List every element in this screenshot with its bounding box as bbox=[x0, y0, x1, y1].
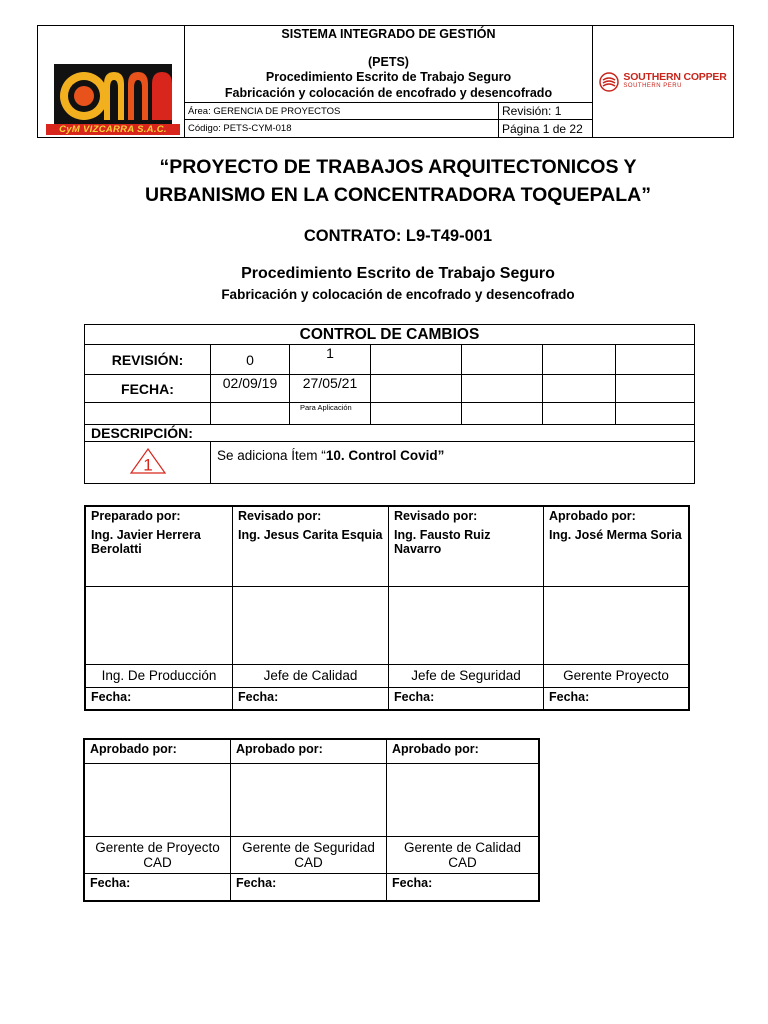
description-text bbox=[211, 442, 695, 484]
revision-field: Revisión: 1 bbox=[502, 104, 562, 118]
signer-name: Ing. Javier Herrera Berolatti bbox=[91, 528, 201, 556]
signature-area bbox=[84, 763, 231, 836]
document-header bbox=[37, 25, 734, 138]
signer-role: Gerente de Proyecto CAD bbox=[84, 836, 231, 873]
signature-header: Aprobado por: bbox=[231, 739, 387, 763]
date-label: FECHA: bbox=[85, 375, 211, 403]
signature-header: Revisado por: bbox=[394, 509, 478, 523]
revision-label: REVISIÓN: bbox=[85, 345, 211, 375]
client-logo-sub: SOUTHERN PERU bbox=[623, 82, 682, 89]
company-logo bbox=[38, 26, 185, 138]
signature-header: Revisado por: bbox=[238, 509, 322, 523]
signature-header: Preparado por: bbox=[91, 509, 181, 523]
project-title bbox=[60, 153, 736, 209]
signature-column bbox=[233, 506, 389, 586]
warning-triangle-icon bbox=[130, 448, 166, 474]
date-cell bbox=[543, 375, 616, 403]
header-row-code bbox=[185, 120, 593, 138]
signer-role: Jefe de Seguridad bbox=[389, 664, 544, 687]
header-row-area bbox=[185, 103, 593, 120]
client-logo-name: SOUTHERN COPPER bbox=[623, 70, 727, 83]
client-logo bbox=[593, 26, 734, 138]
southern-copper-icon bbox=[599, 72, 619, 92]
signer-name: Ing. Fausto Ruiz Navarro bbox=[394, 528, 491, 556]
date-cell bbox=[616, 375, 695, 403]
signer-role: Gerente de Calidad CAD bbox=[387, 836, 540, 873]
note-cell bbox=[543, 403, 616, 425]
contract-number: CONTRATO: L9-T49-001 bbox=[303, 227, 493, 245]
signer-name: Ing. Jesus Carita Esquia bbox=[238, 528, 383, 542]
date-cell bbox=[462, 375, 543, 403]
signature-date-label: Fecha: bbox=[544, 687, 690, 710]
page-field: Página 1 de 22 bbox=[502, 121, 583, 136]
signature-date-label: Fecha: bbox=[85, 687, 233, 710]
signature-area bbox=[544, 586, 690, 664]
company-name: CyM VIZCARRA S.A.C. bbox=[46, 124, 180, 135]
date-cell: 27/05/21 bbox=[290, 375, 371, 403]
signature-date-label: Fecha: bbox=[84, 873, 231, 901]
note-cell bbox=[211, 403, 290, 425]
change-control-table bbox=[84, 324, 695, 484]
system-title: SISTEMA INTEGRADO DE GESTIÓN bbox=[281, 27, 496, 41]
note-label-cell bbox=[85, 403, 211, 425]
signer-role: Jefe de Calidad bbox=[233, 664, 389, 687]
procedure-title: Procedimiento Escrito de Trabajo Seguro bbox=[241, 265, 555, 282]
signer-name: Ing. José Merma Soria bbox=[549, 528, 682, 542]
revision-cell: 0 bbox=[211, 345, 290, 375]
code-field: Código: PETS-CYM-018 bbox=[185, 120, 499, 137]
revision-cell bbox=[616, 345, 695, 375]
cym-logo-icon bbox=[54, 64, 172, 124]
signature-date-label: Fecha: bbox=[231, 873, 387, 901]
procedure-subject: Fabricación y colocación de encofrado y desencofrado bbox=[221, 287, 575, 302]
project-title-line2: URBANISMO EN LA CONCENTRADORA TOQUEPALA” bbox=[145, 184, 651, 206]
signature-date-label: Fecha: bbox=[387, 873, 540, 901]
description-marker: 1 bbox=[142, 455, 153, 474]
signature-area bbox=[231, 763, 387, 836]
pets-short: (PETS) bbox=[368, 54, 409, 69]
signature-column bbox=[389, 506, 544, 586]
description-text-bold: 10. Control Covid” bbox=[325, 448, 445, 463]
revision-cell bbox=[462, 345, 543, 375]
signature-header: Aprobado por: bbox=[549, 509, 636, 523]
signature-area bbox=[85, 586, 233, 664]
signature-area bbox=[389, 586, 544, 664]
note-cell bbox=[462, 403, 543, 425]
project-title-line1: “PROYECTO DE TRABAJOS ARQUITECTONICOS Y bbox=[159, 156, 637, 178]
signer-role: Ing. De Producción bbox=[85, 664, 233, 687]
area-field: Área: GERENCIA DE PROYECTOS bbox=[185, 103, 499, 119]
date-cell: 02/09/19 bbox=[211, 375, 290, 403]
signature-column bbox=[544, 506, 690, 586]
note-cell: Para Aplicación bbox=[290, 403, 371, 425]
signature-column bbox=[85, 506, 233, 586]
revision-cell bbox=[371, 345, 462, 375]
header-title-block bbox=[185, 26, 593, 103]
pets-subject: Fabricación y colocación de encofrado y desencofrado bbox=[224, 85, 553, 100]
signature-area bbox=[233, 586, 389, 664]
note-cell bbox=[371, 403, 462, 425]
signature-date-label: Fecha: bbox=[389, 687, 544, 710]
signature-table-1 bbox=[84, 505, 690, 711]
pets-full: Procedimiento Escrito de Trabajo Seguro bbox=[265, 70, 512, 84]
signer-role: Gerente Proyecto bbox=[544, 664, 690, 687]
signature-area bbox=[387, 763, 540, 836]
signer-role: Gerente de Seguridad CAD bbox=[231, 836, 387, 873]
change-control-title: CONTROL DE CAMBIOS bbox=[85, 325, 695, 345]
note-cell bbox=[616, 403, 695, 425]
description-marker-cell bbox=[85, 442, 211, 484]
signature-header: Aprobado por: bbox=[84, 739, 231, 763]
description-text-pre: Se adiciona Ítem “ bbox=[217, 448, 326, 463]
revision-cell bbox=[543, 345, 616, 375]
date-cell bbox=[371, 375, 462, 403]
revision-cell: 1 bbox=[290, 345, 371, 375]
signature-table-2 bbox=[83, 738, 540, 902]
description-label: DESCRIPCIÓN: bbox=[85, 425, 695, 442]
signature-date-label: Fecha: bbox=[233, 687, 389, 710]
signature-header: Aprobado por: bbox=[387, 739, 540, 763]
